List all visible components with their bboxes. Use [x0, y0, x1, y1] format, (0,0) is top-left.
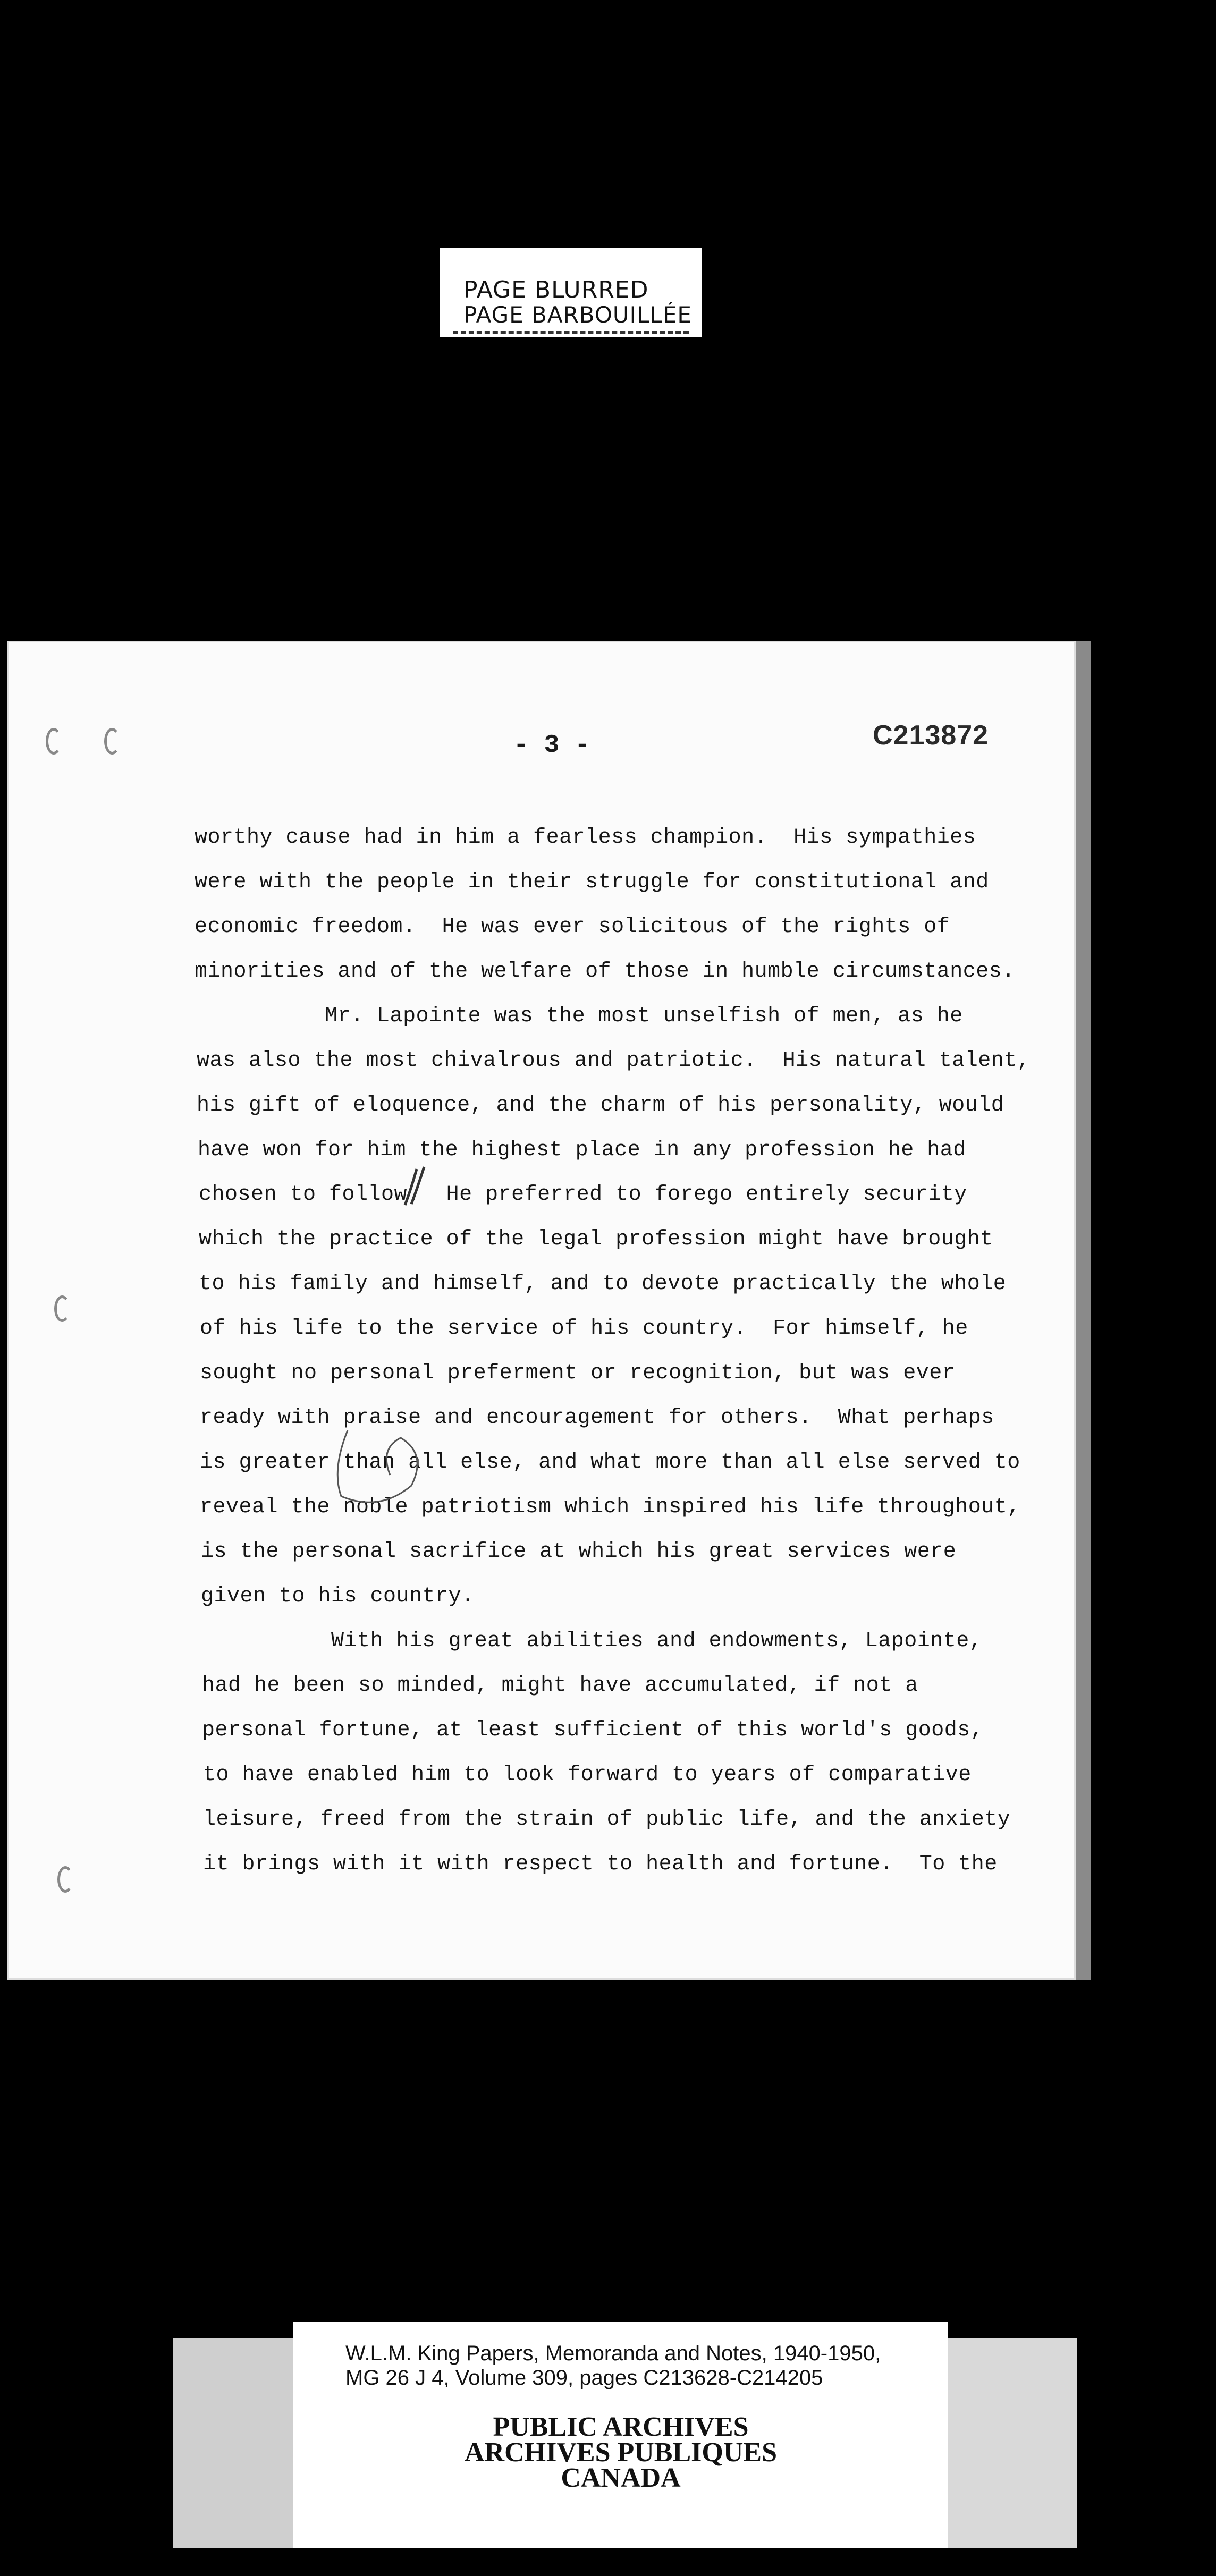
text-line: have won for him the highest place in any profession he had — [198, 1138, 966, 1162]
text-line: chosen to follow. He preferred to forego entirely security — [199, 1183, 967, 1207]
label-dashed-edge — [453, 331, 689, 334]
text-line: Mr. Lapointe was the most unselfish of men, as he — [195, 1004, 963, 1028]
page-number: - 3 - — [513, 731, 590, 760]
text-line: given to his country. — [201, 1584, 475, 1608]
text-line: economic freedom. He was ever solicitous of the rights of — [195, 915, 950, 939]
document-page — [7, 641, 1076, 1980]
page-blurred-label — [440, 248, 702, 337]
text-line: reveal the noble patriotism which inspired his life throughout, — [200, 1495, 1020, 1519]
label-line-french: PAGE BARBOUILLÉE — [463, 302, 692, 328]
archive-title-block — [293, 2405, 948, 2548]
document-id: C213872 — [873, 720, 989, 751]
page-edge-shadow — [1076, 641, 1091, 1980]
text-line: of his life to the service of his country. For himself, he — [200, 1317, 968, 1341]
text-line: With his great abilities and endowments, Lapointe, — [201, 1629, 983, 1653]
archive-title-line: CANADA — [561, 2463, 681, 2493]
label-line-english: PAGE BLURRED — [463, 276, 649, 303]
text-line: is greater than all else, and what more than all else served to — [200, 1451, 1020, 1475]
archive-caption-line: W.L.M. King Papers, Memoranda and Notes, 1940-1950, — [345, 2342, 881, 2365]
text-line: minorities and of the welfare of those in humble circumstances. — [195, 960, 1015, 984]
text-line: was also the most chivalrous and patriotic. His natural talent, — [197, 1049, 1031, 1073]
text-line: worthy cause had in him a fearless champion. His sympathies — [195, 826, 976, 850]
text-line: which the practice of the legal profession might have brought — [199, 1227, 993, 1251]
text-line: ready with praise and encouragement for others. What perhaps — [200, 1406, 994, 1430]
archive-background-right — [947, 2338, 1077, 2548]
text-line: it brings with it with respect to health and fortune. To the — [203, 1852, 998, 1876]
handwritten-marks — [7, 641, 1076, 1980]
text-line: were with the people in their struggle for constitutional and — [195, 870, 989, 894]
text-line: his gift of eloquence, and the charm of his personality, would — [197, 1094, 1004, 1117]
archive-title-line: ARCHIVES PUBLIQUES — [464, 2437, 778, 2468]
archive-title-line: PUBLIC ARCHIVES — [493, 2412, 749, 2442]
archive-caption — [293, 2322, 948, 2405]
text-line: leisure, freed from the strain of public life, and the anxiety — [203, 1808, 1011, 1832]
text-line: sought no personal preferment or recognition, but was ever — [200, 1361, 956, 1385]
text-line: to his family and himself, and to devote practically the whole — [199, 1272, 1007, 1296]
text-line: had he been so minded, might have accumulated, if not a — [202, 1674, 918, 1698]
text-line: is the personal sacrifice at which his great services were — [201, 1540, 957, 1564]
text-line: personal fortune, at least sufficient of this world's goods, — [202, 1718, 984, 1742]
text-line: to have enabled him to look forward to years of comparative — [203, 1763, 972, 1787]
archive-caption-line: MG 26 J 4, Volume 309, pages C213628-C214205 — [345, 2366, 823, 2389]
